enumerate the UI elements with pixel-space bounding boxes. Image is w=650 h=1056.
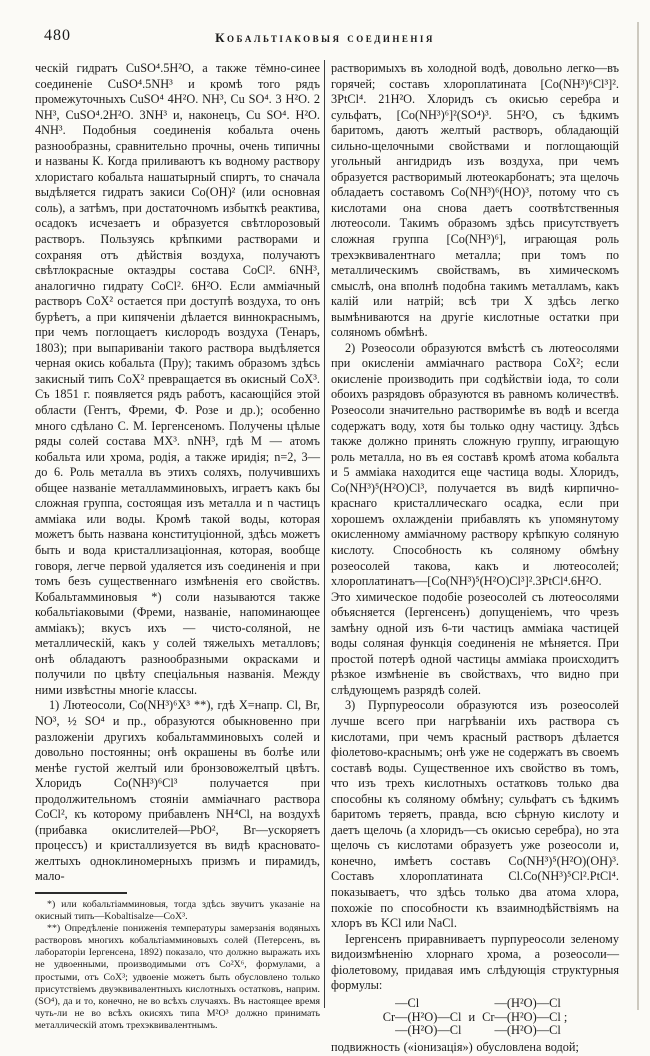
footnotes bbox=[35, 899, 320, 1032]
structural-formulas bbox=[331, 997, 619, 1038]
scan-page-edge bbox=[637, 22, 639, 1010]
paragraph: подвижность («іонизація») обусловлена водой; bbox=[331, 1040, 579, 1055]
bond-line: —(H²O)—Cl bbox=[494, 995, 561, 1010]
metal-symbol: Cr bbox=[382, 1010, 396, 1024]
bond-lines bbox=[395, 997, 461, 1038]
paragraph: Іергенсенъ приравниваетъ пурпуреосоли зеленому видоизмѣненію хлорнаго хрома, а розеосоли—фіолетовому, придавая имъ слѣдующія структурныя формулы: bbox=[331, 931, 619, 993]
bond-line: —Cl bbox=[395, 995, 420, 1010]
chromium-structure-purpureo bbox=[383, 997, 462, 1038]
conjunction: и bbox=[468, 1010, 476, 1024]
chromium-structure-roseo bbox=[482, 997, 561, 1038]
page-number: 480 bbox=[44, 27, 71, 44]
paragraph: 3) Пурпуреосоли образуются изъ розеосолей лучше всего при нагрѣваніи ихъ раствора съ кислотами, при чемъ красный растворъ дѣлается фіолетово-краснымъ; онѣ уже не содержатъ въ своемъ составѣ воды. Существенное ихъ свойство въ томъ, что изъ трехъ кислотныхъ остатковъ только два способны къ соляному обмѣну; сульфатъ съ ѣдкимъ баритомъ теряетъ, правда, всю сѣрную кислоту и даетъ щелочь (а хлоридъ—съ окисью серебра), но эта щелочь съ кислотами образуетъ уже розеосоли и, конечно, имѣетъ составъ Co(NH³)⁵(H²O)(OH)³. Составъ хлороплатината Cl.Co(NH³)⁵Cl².PtCl⁴. показываетъ, что здѣсь только два атома хлора, похожіе по способности къ взаимнодѣйствіямъ на хлоръ въ KCl или NaCl. bbox=[331, 698, 619, 931]
running-title: Кобальтіаковыя соединенія bbox=[215, 30, 435, 45]
bond-line: —(H²O)—Cl bbox=[395, 1023, 462, 1038]
column-divider-rule bbox=[324, 60, 325, 1008]
bond-line: —(H²O)—Cl bbox=[494, 1023, 561, 1038]
left-column bbox=[35, 61, 320, 1032]
footnote-separator-rule bbox=[35, 892, 127, 894]
bond-line: —(H²O)—Cl bbox=[494, 1009, 561, 1024]
footnote: **) Опредѣленіе пониженія температуры замерзанія водяныхъ растворовъ многихъ кобальтіамминовыхъ солей (Петерсенъ, въ лабораторіи Іергенсена, 1892) показало, что должно выражать ихъ не удвоенными, производимыми отъ Co²X⁶, формулами, а простыми, отъ CoX³; удвоеніе можетъ быть обусловлено только присутствіемъ двуэквивалентныхъ кислотныхъ остатковъ, наприм. (SO⁴), да и то, конечно, не во всѣхъ случаяхъ. Въ настоящее время чуть-ли не во всѣхъ окисяхъ типа M²O³ должно принимать металлическій атомъ трехэквивалентнымъ. bbox=[35, 923, 320, 1031]
paragraph: растворимыхъ въ холодной водѣ, довольно легко—въ горячей; составъ хлороплатината [Co(NH³)⁶Cl³]². 3PtCl⁴. 21H²O. Хлоридъ съ окисью серебра и сульфатъ, [Co(NH³)⁶]²(SO⁴)³. 5H²O, съ ѣдкимъ баритомъ, даютъ желтый растворъ, обладающій сильно-щелочными свойствами и поглощающій угольный ангидридъ изъ воздуха, при чемъ образуется растворимый лютеокарбонатъ; эта щелочь обладаетъ составомъ Co(NH³)⁶(HO)³, потому что съ кислотами она снова даетъ соотвѣтственныя лютеосоли. Такимъ образомъ здѣсь присутствуетъ сложная группа [Co(NH³)⁶], играющая роль трехэквивалентнаго металла; при томъ по металлическимъ свойствамъ, въ химическомъ смыслѣ, она вполнѣ подобна такимъ металламъ, какъ калій или натрій; всѣ три X здѣсь легко вымѣниваются на другіе кислотные остатки при соляномъ обмѣнѣ. bbox=[331, 61, 619, 340]
footnote: *) или кобальтіамминовыя, тогда здѣсь звучитъ указаніе на окисный типъ—Kobaltisalze—CoX³. bbox=[35, 898, 320, 923]
right-column bbox=[331, 61, 619, 1056]
formula-terminator: ; bbox=[563, 1010, 568, 1024]
paragraph: 2) Розеосоли образуются вмѣстѣ съ лютеосолями при окисленіи амміачнаго раствора CoX²; если окисленіе производить при содѣйствіи іода, то соли обоихъ разрядовъ образуются въ равномъ количествѣ. Розеосоли значительно растворимѣе въ водѣ и всегда содержатъ воду, хотя бы только одну частицу. Здѣсь также должно принять сложную группу, играющую роль металла, но въ ея составѣ кромѣ атома кобальта и 5 амміака находится еще частица воды. Хлоридъ, Co(NH³)⁵(H²O)Cl³, получается въ видѣ кирпично-краснаго кристаллическаго осадка, если при хорошемъ охлажденіи прибавлять къ упомянутому окисленному амміачному раствору крѣпкую соляную кислоту. Способность къ соляному обмѣну розеосолей такова, какъ и лютеосолей; хлороплатинатъ—[Co(NH³)⁵(H²O)Cl³]².3PtCl⁴.6H²O. Это химическое подобіе розеосолей съ лютеосолями объясняется (Іергенсенъ) допущеніемъ, что чрезъ замѣну одной изъ 6-ти частицъ амміака частицей воды соляная функція соединенія не мѣняется. При простой потерѣ одной частицы амміака происходитъ рѣзкое измѣненіе въ свойствахъ, что видно при слѣдующемъ разрядѣ солей. bbox=[331, 340, 619, 697]
paragraph: 1) Лютеосоли, Co(NH³)⁶X³ **), гдѣ X=напр. Cl, Br, NO³, ½ SO⁴ и пр., образуются обыкновенно при разложеніи другихъ кобальтамминовыхъ солей и довольно постоянны; онѣ окрашены въ болѣе или менѣе густой желтый или бронзовожелтый цвѣтъ. Хлоридъ Co(NH³)⁶Cl³ получается при продолжительномъ стояніи амміачнаго раствора CoCl², къ которому прибавленъ NH⁴Cl, на воздухѣ (прибавка окислителей—PbO², Br—ускоряетъ процессъ) и кристаллизуется въ видѣ красновато-желтыхъ одноклиномерныхъ призмъ и пирамидъ, мало- bbox=[35, 698, 320, 884]
metal-symbol: Cr bbox=[482, 1010, 495, 1024]
bond-line: —(H²O)—Cl bbox=[395, 1009, 462, 1024]
bond-lines bbox=[494, 997, 560, 1038]
paragraph: ческій гидратъ CuSO⁴.5H²O, а также тёмно-синее соединеніе CuSO⁴.5NH³ и кромѣ того рядъ промежуточныхъ CuSO⁴ 4H²O. NH³, Cu SO⁴. 3 H²O. 2 NH³, CuSO⁴.2H²O. 3NH³ и, наконецъ, Cu SO⁴. H²O. 4NH³. Подобныя соединенія кобальта очень разнообразны, сравнительно прочны, очень типичны и названы К. Когда приливаютъ къ водному раствору хлористаго кобальта нашатырный спиртъ, то сначала выдѣляется гидратъ закиси Co(OH)² (или основная соль), а затѣмъ, при достаточномъ избыткѣ реактива, осадокъ исчезаетъ и образуется свѣтлорозовый растворъ. Пользуясь крѣпкими растворами и сохраняя отъ дѣйствія воздуха, получаютъ свѣтлокрасные октаэдры состава CoCl². 6NH³, аналогично гидрату CoCl². 6H²O. Если амміачный растворъ CoX² остается при доступѣ воздуха, то онъ бурѣетъ, а при кипяченіи дѣлается виннокраснымъ, при чемъ поглощаетъ кислородъ воздуха (Тенаръ, 1803); при выпариваніи такого раствора выдѣляется черная окись кобальта (Пру); такимъ образомъ здѣсь закисный типъ CoX² превращается въ окисный CoX³. Съ 1851 г. появляется рядъ работъ, касающійся этой области (Гентъ, Фреми, Ф. Розе и др.); особенно много сдѣлано С. М. Іергенсеномъ. Получены цѣлые ряды солей состава MX³. nNH³, гдѣ М — атомъ кобальта или хрома, родія, а также иридія; n=2, 3—до 6. Роль металла въ этихъ соляхъ, получившихъ общее названіе металламминовыхъ, играетъ какъ бы сложная группа, состоящая изъ металла и n частицъ амміака или воды. Кромѣ такой воды, которая можетъ быть названа конституціонной, здѣсь можетъ быть и вода кристаллизаціонная, которая, вообще говоря, легче первой удаляется изъ соединенія и при томъ безъ существеннаго измѣненія его свойствъ. Кобальтамминовыя *) соли называются также кобальтіаковыми (Фреми, названіе, напоминающее амміакъ); вкусъ ихъ — чисто-соляной, не металлическій, какъ у солей тяжелыхъ металловъ; онѣ обладаютъ разнообразными окрасками и получили по цвѣту спеціальныя названія. Между ними извѣстны многіе классы. bbox=[35, 61, 320, 697]
